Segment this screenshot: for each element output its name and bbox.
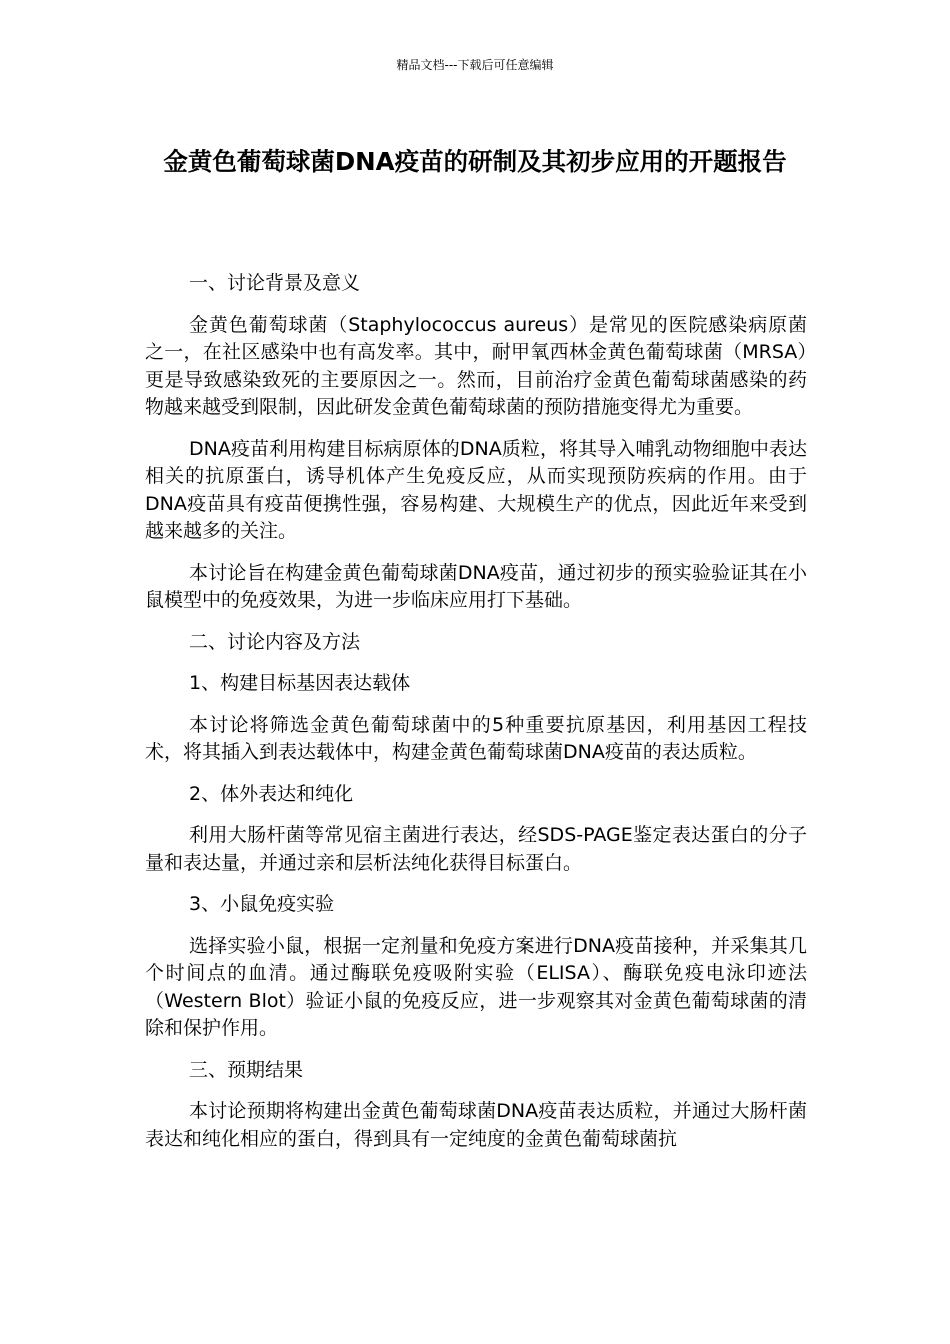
paragraph: 利用大肠杆菌等常见宿主菌进行表达，经SDS-PAGE鉴定表达蛋白的分子量和表达量，并通过亲和层析法纯化获得目标蛋白。 bbox=[145, 824, 807, 874]
subsection-heading-1: 1、构建目标基因表达载体 bbox=[189, 672, 411, 694]
section-heading-3: 三、预期结果 bbox=[189, 1058, 304, 1081]
paragraph: 金黄色葡萄球菌（Staphylococcus aureus）是常见的医院感染病原菌之一，在社区感染中也有高发率。其中，耐甲氧西林金黄色葡萄球菌（MRSA）更是导致感染致死的主要原因之一。然而，目前治疗金黄色葡萄球菌感染的药物越来越受到限制，因此研发金黄色葡萄球菌的预防措施变得尤为重要。 bbox=[145, 313, 807, 418]
paragraph: DNA疫苗利用构建目标病原体的DNA质粒，将其导入哺乳动物细胞中表达相关的抗原蛋白，诱导机体产生免疫反应，从而实现预防疾病的作用。由于DNA疫苗具有疫苗便携性强，容易构建、大规模生产的优点，因此近年来受到越来越多的关注。 bbox=[145, 437, 807, 542]
section-heading-1: 一、讨论背景及意义 bbox=[189, 272, 361, 294]
paragraph: 本讨论旨在构建金黄色葡萄球菌DNA疫苗，通过初步的预实验验证其在小鼠模型中的免疫效果，为进一步临床应用打下基础。 bbox=[145, 561, 807, 611]
paragraph: 本讨论预期将构建出金黄色葡萄球菌DNA疫苗表达质粒，并通过大肠杆菌表达和纯化相应的蛋白，得到具有一定纯度的金黄色葡萄球菌抗 bbox=[145, 1100, 807, 1150]
subsection-heading-2: 2、体外表达和纯化 bbox=[189, 782, 354, 805]
document-title: 金黄色葡萄球菌DNA疫苗的研制及其初步应用的开题报告 bbox=[163, 147, 787, 176]
paragraph: 选择实验小鼠，根据一定剂量和免疫方案进行DNA疫苗接种，并采集其几个时间点的血清。通过酶联免疫吸附实验（ELISA）、酶联免疫电泳印迹法（Western Blot）验证小鼠的免疫反应，进一步观察其对金黄色葡萄球菌的清除和保护作用。 bbox=[145, 934, 807, 1039]
section-heading-2: 二、讨论内容及方法 bbox=[189, 630, 361, 653]
document-body bbox=[145, 270, 807, 1153]
subsection-heading-3: 3、小鼠免疫实验 bbox=[189, 893, 335, 915]
paragraph: 本讨论将筛选金黄色葡萄球菌中的5种重要抗原基因，利用基因工程技术，将其插入到表达载体中，构建金黄色葡萄球菌DNA疫苗的表达质粒。 bbox=[145, 713, 807, 763]
page-header: 精品文档---下载后可任意编辑 bbox=[396, 58, 554, 72]
